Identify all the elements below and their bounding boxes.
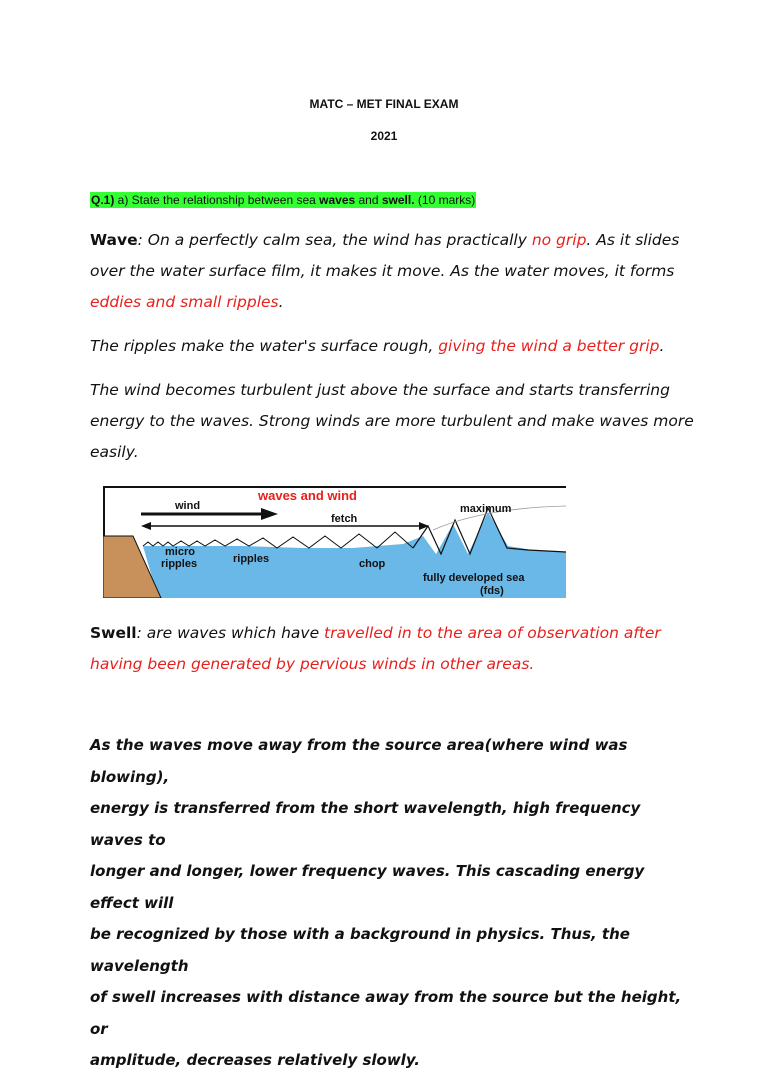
micro-label: micro	[165, 546, 195, 558]
energy-line-5: of swell increases with distance away from the source but the height, or	[90, 988, 682, 1038]
turbulent-line-2: energy to the waves. Strong winds are more turbulent and make waves more	[90, 412, 694, 430]
question-number: Q.1)	[91, 193, 115, 207]
question-and: and	[355, 193, 382, 207]
energy-line-1: As the waves move away from the source area(where wind was blowing),	[90, 736, 628, 786]
wave-line-3	[90, 287, 284, 318]
swell-line-1	[90, 618, 661, 649]
swell-red-1: travelled in to the area of observation after	[324, 624, 661, 642]
question-heading	[90, 192, 476, 208]
fetch-label: fetch	[331, 513, 358, 525]
energy-line-3: longer and longer, lower frequency waves. This cascading energy effect will	[90, 862, 645, 912]
wave-line-1	[90, 225, 679, 256]
turbulent-line-1: The wind becomes turbulent just above the surface and starts transferring	[90, 381, 670, 399]
figure-title: waves and wind	[258, 488, 357, 503]
energy-line-4: be recognized by those with a background in physics. Thus, the wavelength	[90, 925, 630, 975]
exam-year: 2021	[370, 129, 398, 143]
wave-text-1: : On a perfectly calm sea, the wind has practically	[137, 231, 532, 249]
wave-red-2: eddies and small ripples	[90, 293, 279, 311]
swell-text-1: : are waves which have	[136, 624, 325, 642]
turbulent-line-3: easily.	[90, 443, 139, 461]
swell-line-2: having been generated by pervious winds in other areas.	[90, 655, 535, 673]
wave-line-2: over the water surface film, it makes it move. As the water moves, it forms	[90, 262, 675, 280]
wave-text-2: . As it slides	[586, 231, 680, 249]
question-text: a) State the relationship between sea	[114, 193, 320, 207]
wind-label: wind	[175, 500, 201, 512]
waves-and-wind-figure	[103, 486, 566, 598]
wave-text-3: .	[278, 293, 284, 311]
wave-label: Wave	[90, 231, 138, 249]
fds-abbrev-label: (fds)	[480, 585, 504, 597]
ripples-red: giving the wind a better grip	[438, 337, 660, 355]
energy-paragraph	[90, 730, 690, 1077]
question-marks: (10 marks)	[414, 193, 476, 207]
energy-line-2: energy is transferred from the short wavelength, high frequency waves to	[90, 799, 641, 849]
chop-label: chop	[359, 558, 386, 570]
question-swell: swell.	[381, 193, 415, 207]
wave-red-1: no grip	[531, 231, 587, 249]
swell-label: Swell	[90, 624, 137, 642]
question-waves: waves	[319, 193, 356, 207]
maximum-label: maximum	[460, 503, 512, 515]
ripples-text-1: The ripples make the water's surface rough,	[90, 337, 439, 355]
ripples-label: ripples	[233, 553, 270, 565]
micro-ripples-label: ripples	[161, 558, 198, 570]
energy-line-6: amplitude, decreases relatively slowly.	[90, 1051, 420, 1069]
fds-label: fully developed sea	[423, 572, 525, 584]
exam-title: MATC – MET FINAL EXAM	[309, 97, 459, 111]
ripples-line	[90, 331, 664, 362]
ripples-text-2: .	[659, 337, 665, 355]
